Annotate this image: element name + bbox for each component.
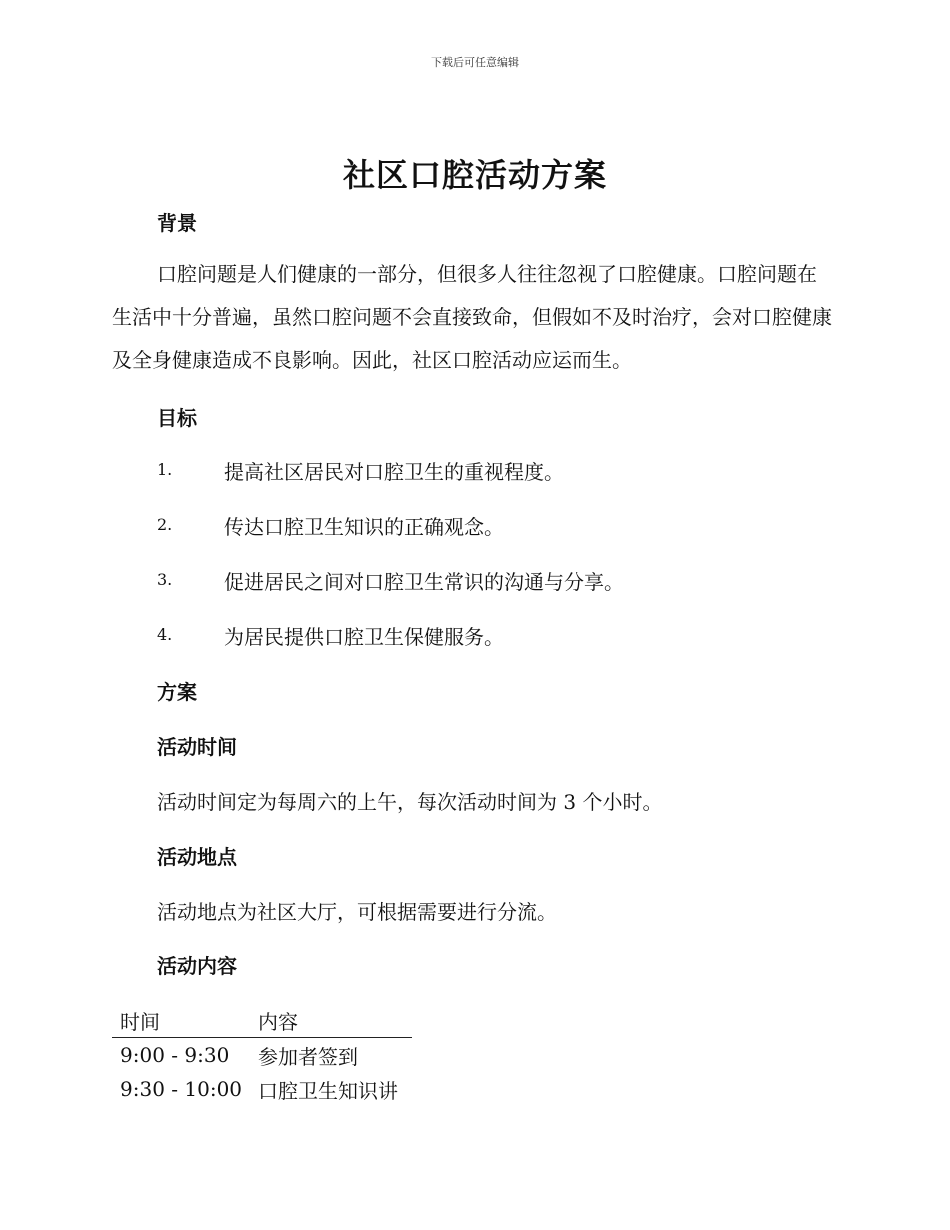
background-heading: 背景 bbox=[157, 211, 197, 235]
table-header-row bbox=[112, 1003, 412, 1038]
table-row bbox=[112, 1038, 412, 1073]
goal-text: 传达口腔卫生知识的正确观念。 bbox=[224, 515, 504, 539]
schedule-table bbox=[112, 1003, 412, 1106]
goal-number: 2. bbox=[157, 515, 173, 534]
table-row bbox=[112, 1072, 412, 1106]
table-cell-content: 参加者签到 bbox=[258, 1044, 359, 1069]
goal-number: 3. bbox=[157, 570, 173, 589]
goal-text: 促进居民之间对口腔卫生常识的沟通与分享。 bbox=[224, 570, 624, 594]
goal-text: 为居民提供口腔卫生保健服务。 bbox=[224, 625, 504, 649]
time-heading: 活动时间 bbox=[157, 735, 237, 759]
plan-heading: 方案 bbox=[157, 680, 197, 704]
time-text: 活动时间定为每周六的上午，每次活动时间为 3 个小时。 bbox=[157, 790, 663, 814]
column-header-time: 时间 bbox=[112, 1003, 250, 1038]
content-heading: 活动内容 bbox=[157, 954, 237, 978]
goal-text: 提高社区居民对口腔卫生的重视程度。 bbox=[224, 460, 564, 484]
goals-heading: 目标 bbox=[157, 406, 197, 430]
goal-number: 4. bbox=[157, 625, 173, 644]
table-cell-time: 9:30 - 10:00 bbox=[120, 1077, 243, 1101]
page-title: 社区口腔活动方案 bbox=[342, 156, 607, 194]
location-heading: 活动地点 bbox=[157, 845, 237, 869]
table-cell-time: 9:00 - 9:30 bbox=[120, 1043, 230, 1067]
table-cell-content: 口腔卫生知识讲 bbox=[258, 1078, 399, 1103]
background-paragraph: 口腔问题是人们健康的一部分，但很多人往往忽视了口腔健康。口腔问题在生活中十分普遍，虽然口腔问题不会直接致命，但假如不及时治疗，会对口腔健康及全身健康造成不良影响。因此，社区口腔活动应运而生。 bbox=[112, 262, 832, 372]
header-note: 下载后可任意编辑 bbox=[431, 56, 519, 69]
location-text: 活动地点为社区大厅，可根据需要进行分流。 bbox=[157, 900, 557, 924]
column-header-content: 内容 bbox=[250, 1003, 412, 1038]
goal-number: 1. bbox=[157, 460, 173, 479]
